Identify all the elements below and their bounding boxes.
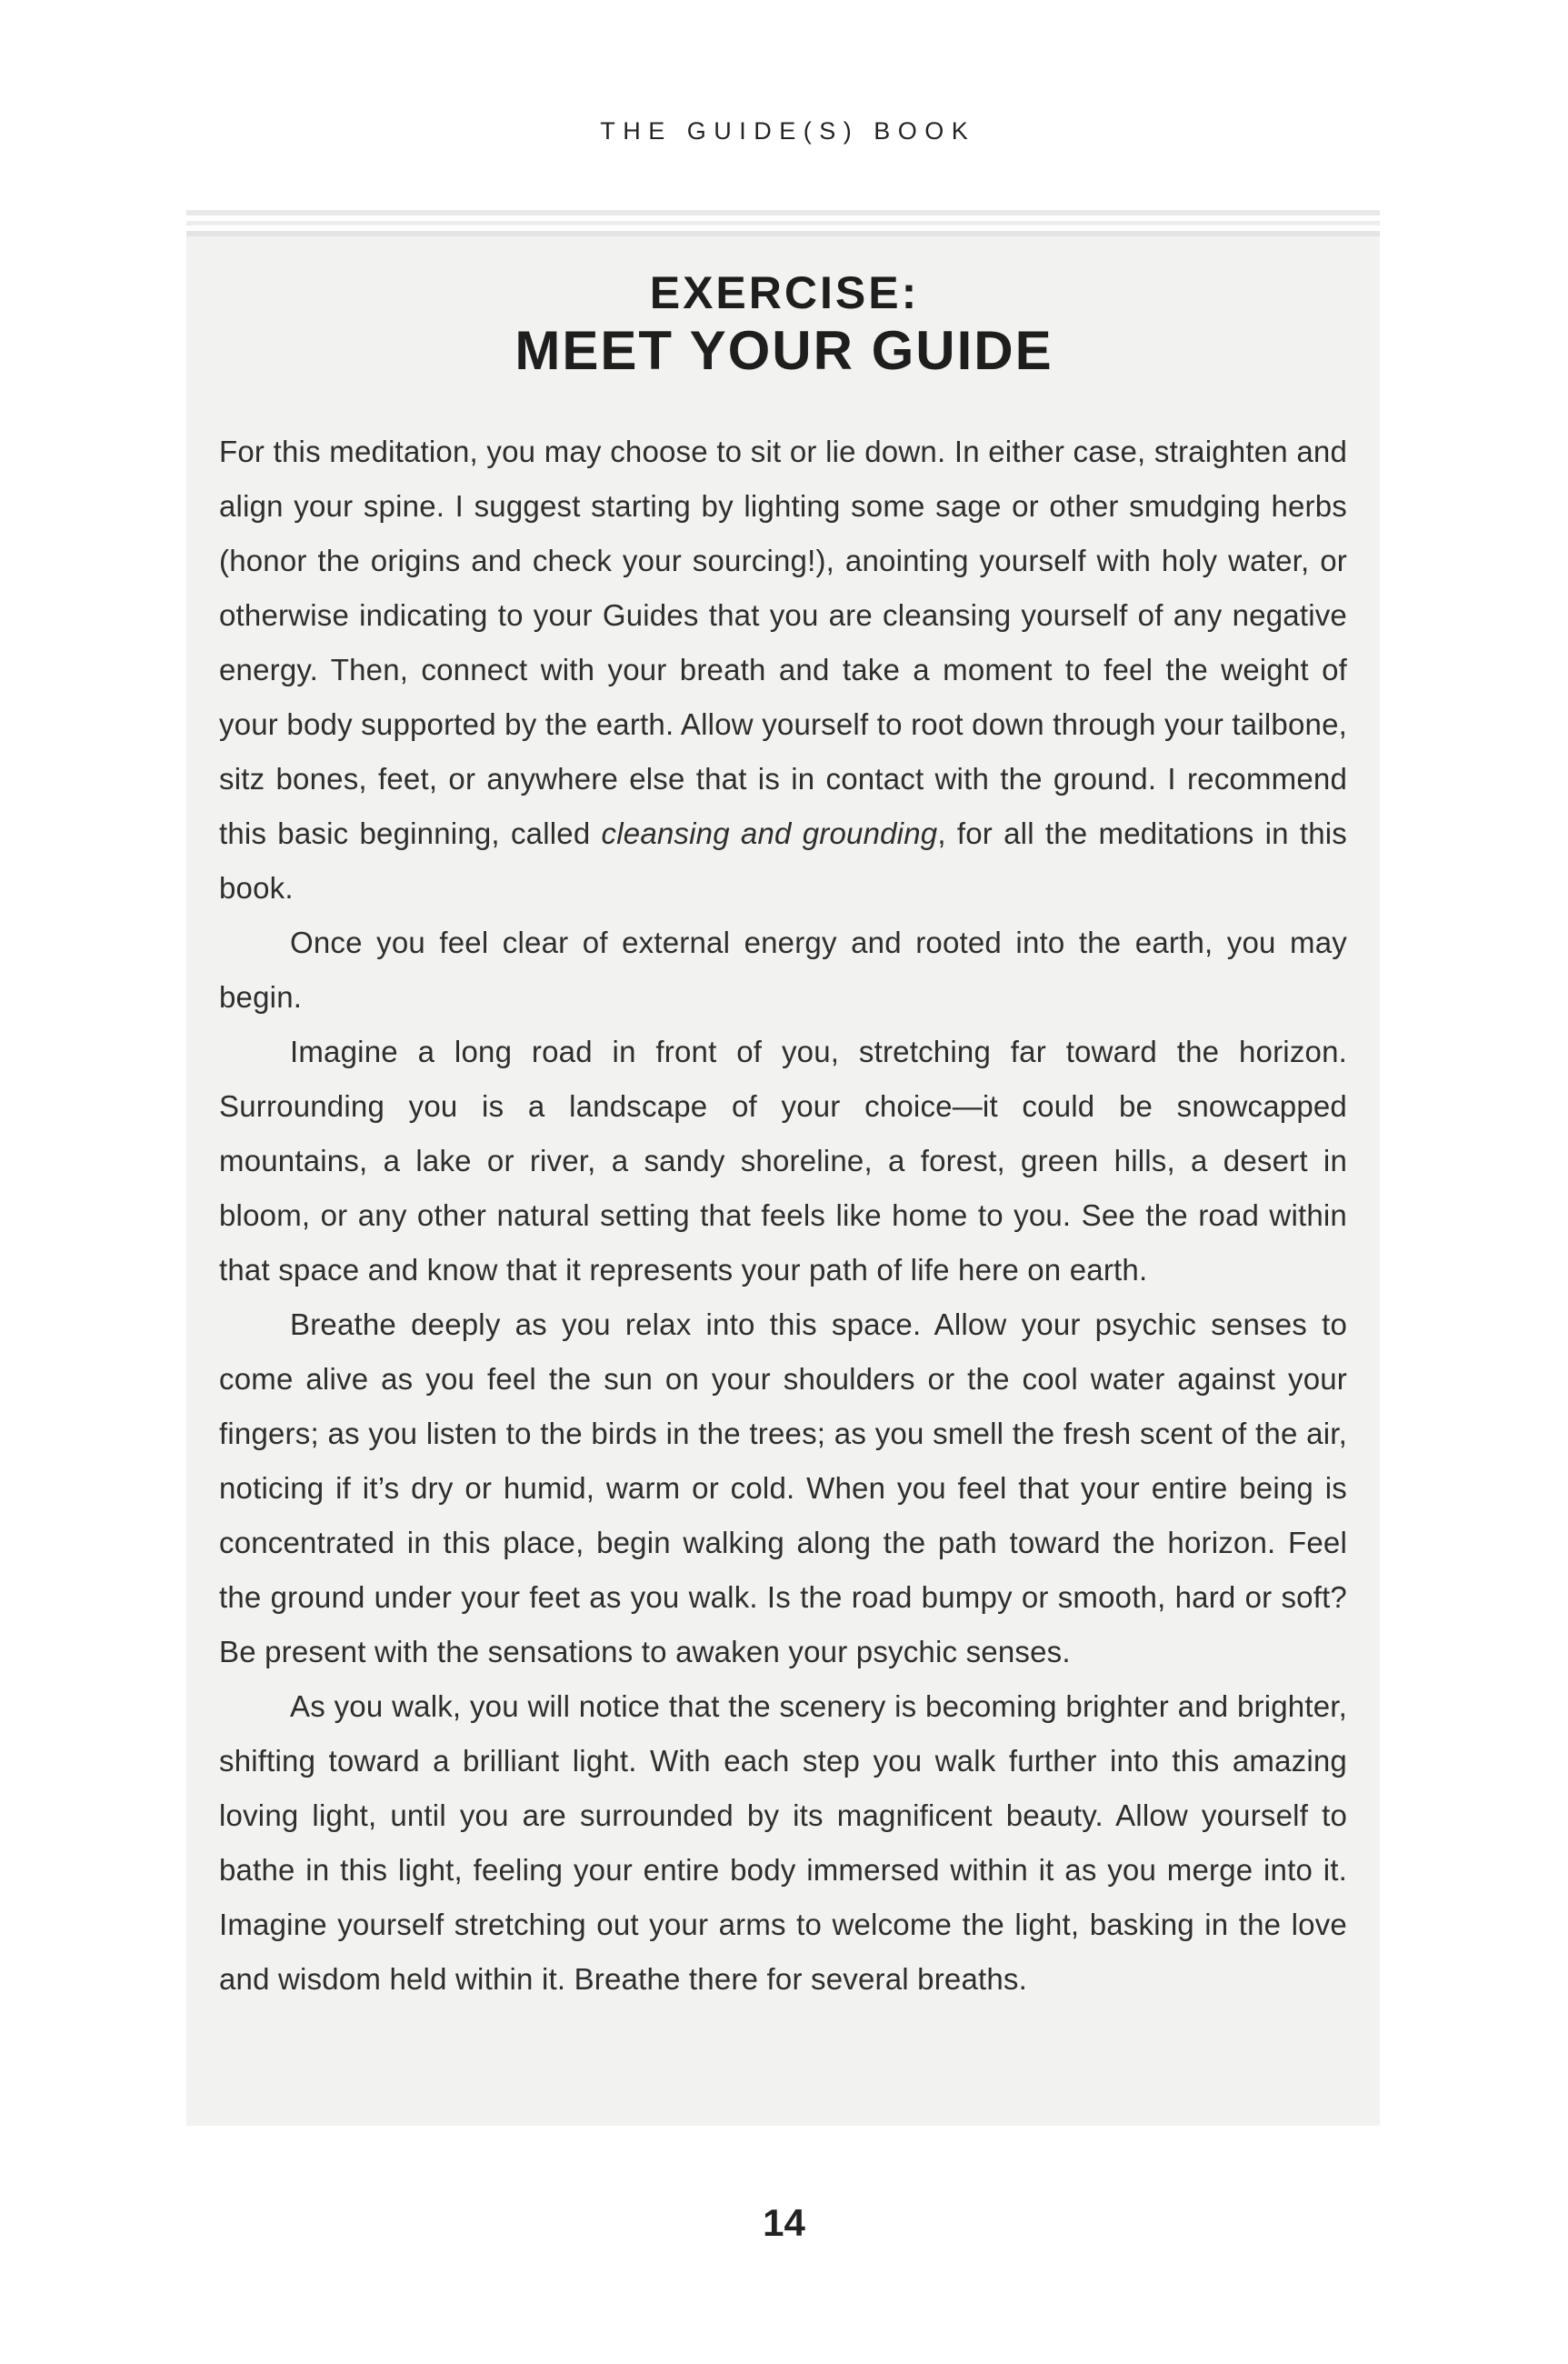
paragraph — [219, 1679, 1347, 2007]
text-run: , for all the meditations in this book. — [219, 816, 1348, 905]
text-run: Once you feel clear of external energy and rooted into the earth, you may begin. — [219, 926, 1347, 1014]
top-rule-2 — [186, 221, 1380, 225]
paragraph — [219, 425, 1347, 916]
exercise-label: EXERCISE: — [649, 267, 920, 318]
page-number: 14 — [763, 2201, 805, 2244]
paragraph — [219, 1025, 1347, 1297]
paragraph — [219, 916, 1347, 1025]
exercise-box — [186, 231, 1380, 2126]
running-header: THE GUIDE(S) BOOK — [600, 117, 976, 145]
text-run: Imagine a long road in front of you, stretching far toward the horizon. Surrounding you is a landscape of your choice—it could be snowcapped mountains, a lake or river, a sandy shoreline, a forest, green hills, a desert in bloom, or any other natural setting that feels like home to you. See the road within that space and know that it represents your path of life here on earth. — [219, 1035, 1347, 1287]
text-run: For this meditation, you may choose to sit or lie down. In either case, straighten and align your spine. I suggest starting by lighting some sage or other smudging herbs (honor the origins and check your sourcing!), anointing yourself with holy water, or otherwise indicating to your Guides that you are cleansing yourself of any negative energy. Then, connect with your breath and take a moment to feel the weight of your body supported by the earth. Allow yourself to root down through your tailbone, sitz bones, feet, or anywhere else that is in contact with the ground. I recommend this basic beginning, called — [219, 435, 1347, 850]
exercise-panel — [186, 210, 1380, 2126]
text-run: As you walk, you will notice that the scenery is becoming brighter and brighter, shifting toward a brilliant light. With each step you walk further into this amazing loving light, until you are surrounded by its magnificent beauty. Allow yourself to bathe in this light, feeling your entire body immersed within it as you merge into it. Imagine yourself stretching out your arms to welcome the light, basking in the love and wisdom held within it. Breathe there for several breaths. — [219, 1689, 1347, 1996]
italic-text-run: cleansing and grounding — [601, 816, 938, 850]
exercise-title: MEET YOUR GUIDE — [514, 320, 1054, 381]
paragraph — [219, 1297, 1347, 1679]
top-rule-1 — [186, 210, 1380, 215]
text-run: Breathe deeply as you relax into this space. Allow your psychic senses to come alive as you feel the sun on your shoulders or the cool water against your fingers; as you listen to the birds in the trees; as you smell the fresh scent of the air, noticing if it’s dry or humid, warm or cold. When you feel that your entire being is concentrated in this place, begin walking along the path toward the horizon. Feel the ground under your feet as you walk. Is the road bumpy or smooth, hard or soft? Be present with the sensations to awaken your psychic senses. — [219, 1307, 1347, 1668]
exercise-body — [219, 425, 1347, 2007]
